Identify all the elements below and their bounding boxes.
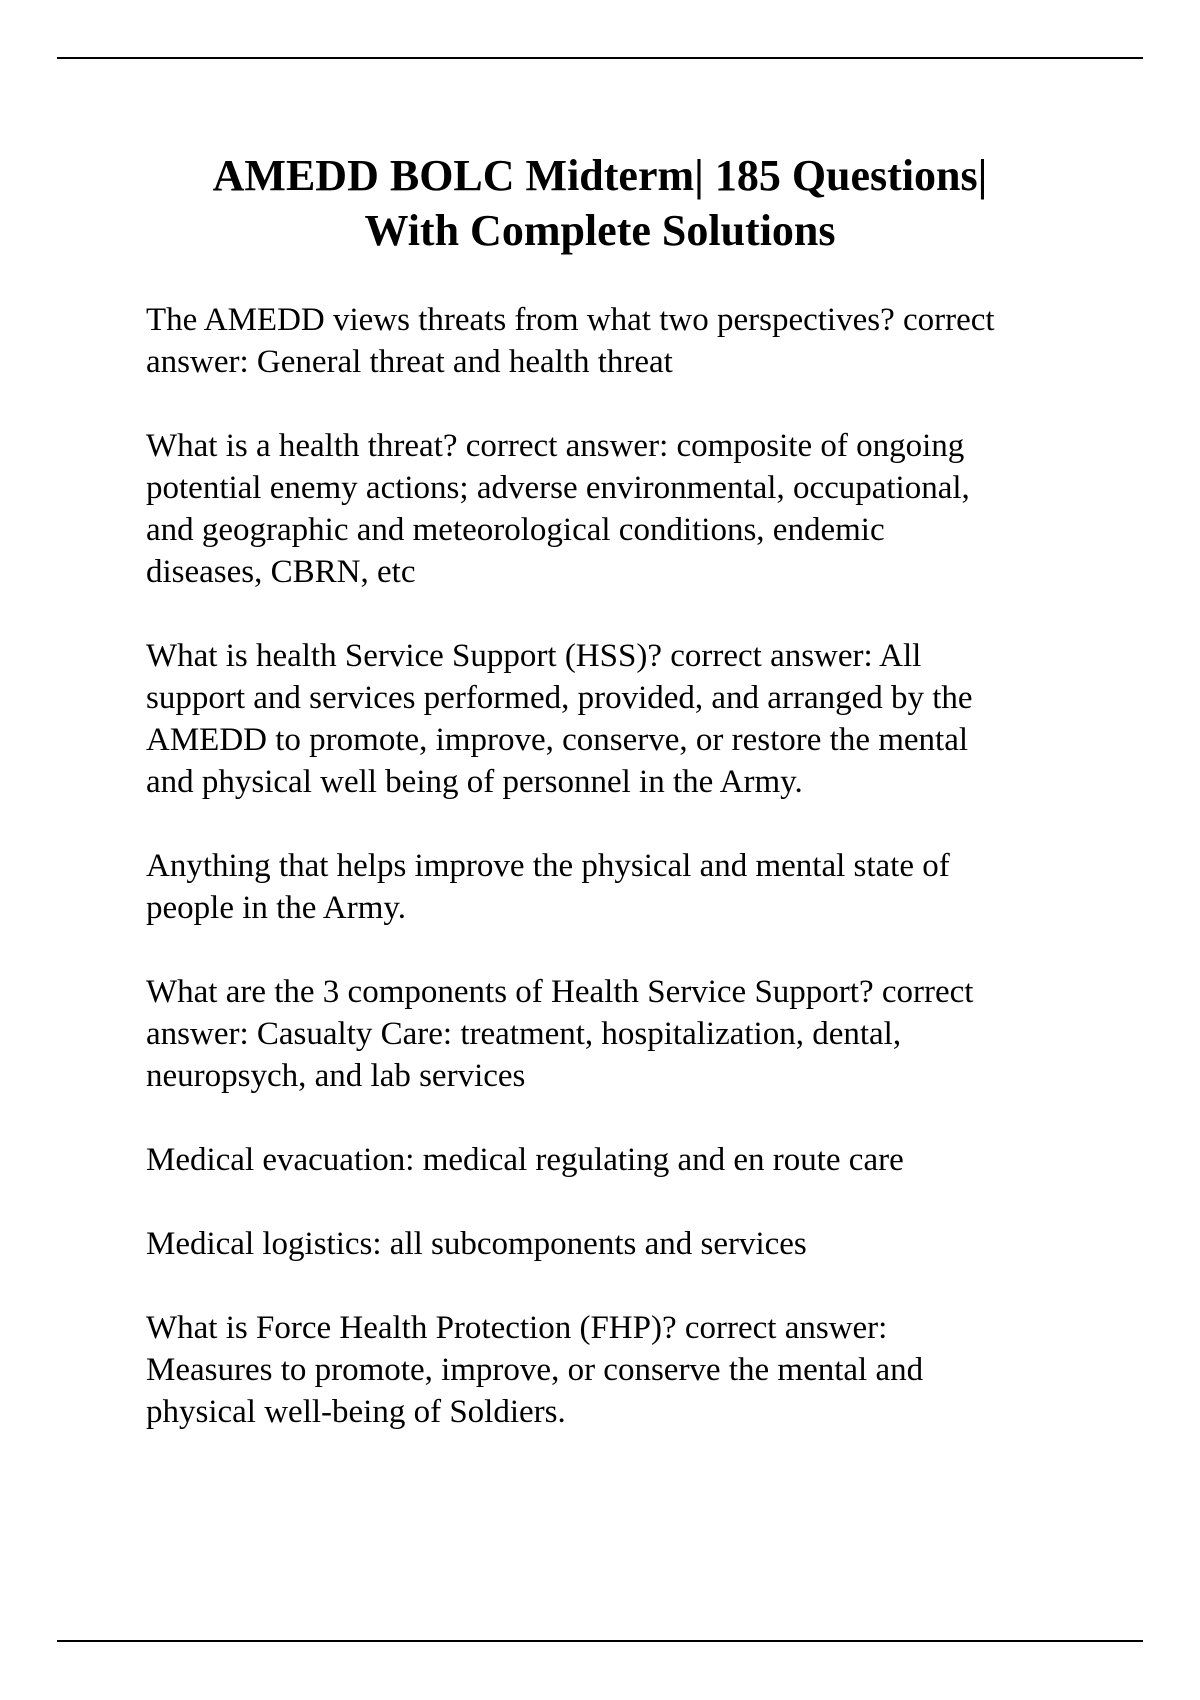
document-title: [60, 148, 1140, 258]
text-line: potential enemy actions; adverse environmental, occupational,: [146, 470, 970, 506]
top-divider: [57, 57, 1143, 59]
text-line: and geographic and meteorological conditions, endemic: [146, 512, 885, 548]
text-line: What is Force Health Protection (FHP)? correct answer:: [146, 1310, 888, 1346]
text-line: answer: Casualty Care: treatment, hospitalization, dental,: [146, 1016, 902, 1052]
paragraph-fhp-definition: [146, 1307, 1146, 1433]
paragraph-hss-components: [146, 971, 1146, 1097]
text-line: diseases, CBRN, etc: [146, 554, 416, 590]
text-line: What is health Service Support (HSS)? correct answer: All: [146, 638, 922, 674]
paragraph-medical-logistics: [146, 1223, 1146, 1265]
paragraph-medical-evacuation: [146, 1139, 1146, 1181]
text-line: people in the Army.: [146, 890, 406, 926]
text-line: Anything that helps improve the physical and mental state of: [146, 848, 950, 884]
text-line: AMEDD to promote, improve, conserve, or restore the mental: [146, 722, 969, 758]
paragraph-hss-definition: [146, 635, 1146, 803]
text-line: physical well-being of Soldiers.: [146, 1394, 566, 1430]
text-line: answer: General threat and health threat: [146, 344, 673, 380]
title-line: AMEDD BOLC Midterm| 185 Questions|: [212, 151, 988, 200]
text-line: Medical evacuation: medical regulating and en route care: [146, 1142, 904, 1178]
text-line: What are the 3 components of Health Service Support? correct: [146, 974, 974, 1010]
paragraph-health-threat: [146, 425, 1146, 593]
document-body: [146, 299, 1146, 1475]
paragraph-amedd-threat-perspectives: [146, 299, 1146, 383]
title-line: With Complete Solutions: [364, 206, 836, 255]
bottom-divider: [57, 1640, 1143, 1642]
text-line: support and services performed, provided, and arranged by the: [146, 680, 973, 716]
text-line: What is a health threat? correct answer: composite of ongoing: [146, 428, 965, 464]
text-line: and physical well being of personnel in the Army.: [146, 764, 803, 800]
text-line: Measures to promote, improve, or conserve the mental and: [146, 1352, 924, 1388]
text-line: neuropsych, and lab services: [146, 1058, 526, 1094]
paragraph-hss-plain: [146, 845, 1146, 929]
text-line: Medical logistics: all subcomponents and services: [146, 1226, 807, 1262]
text-line: The AMEDD views threats from what two perspectives? correct: [146, 302, 995, 338]
